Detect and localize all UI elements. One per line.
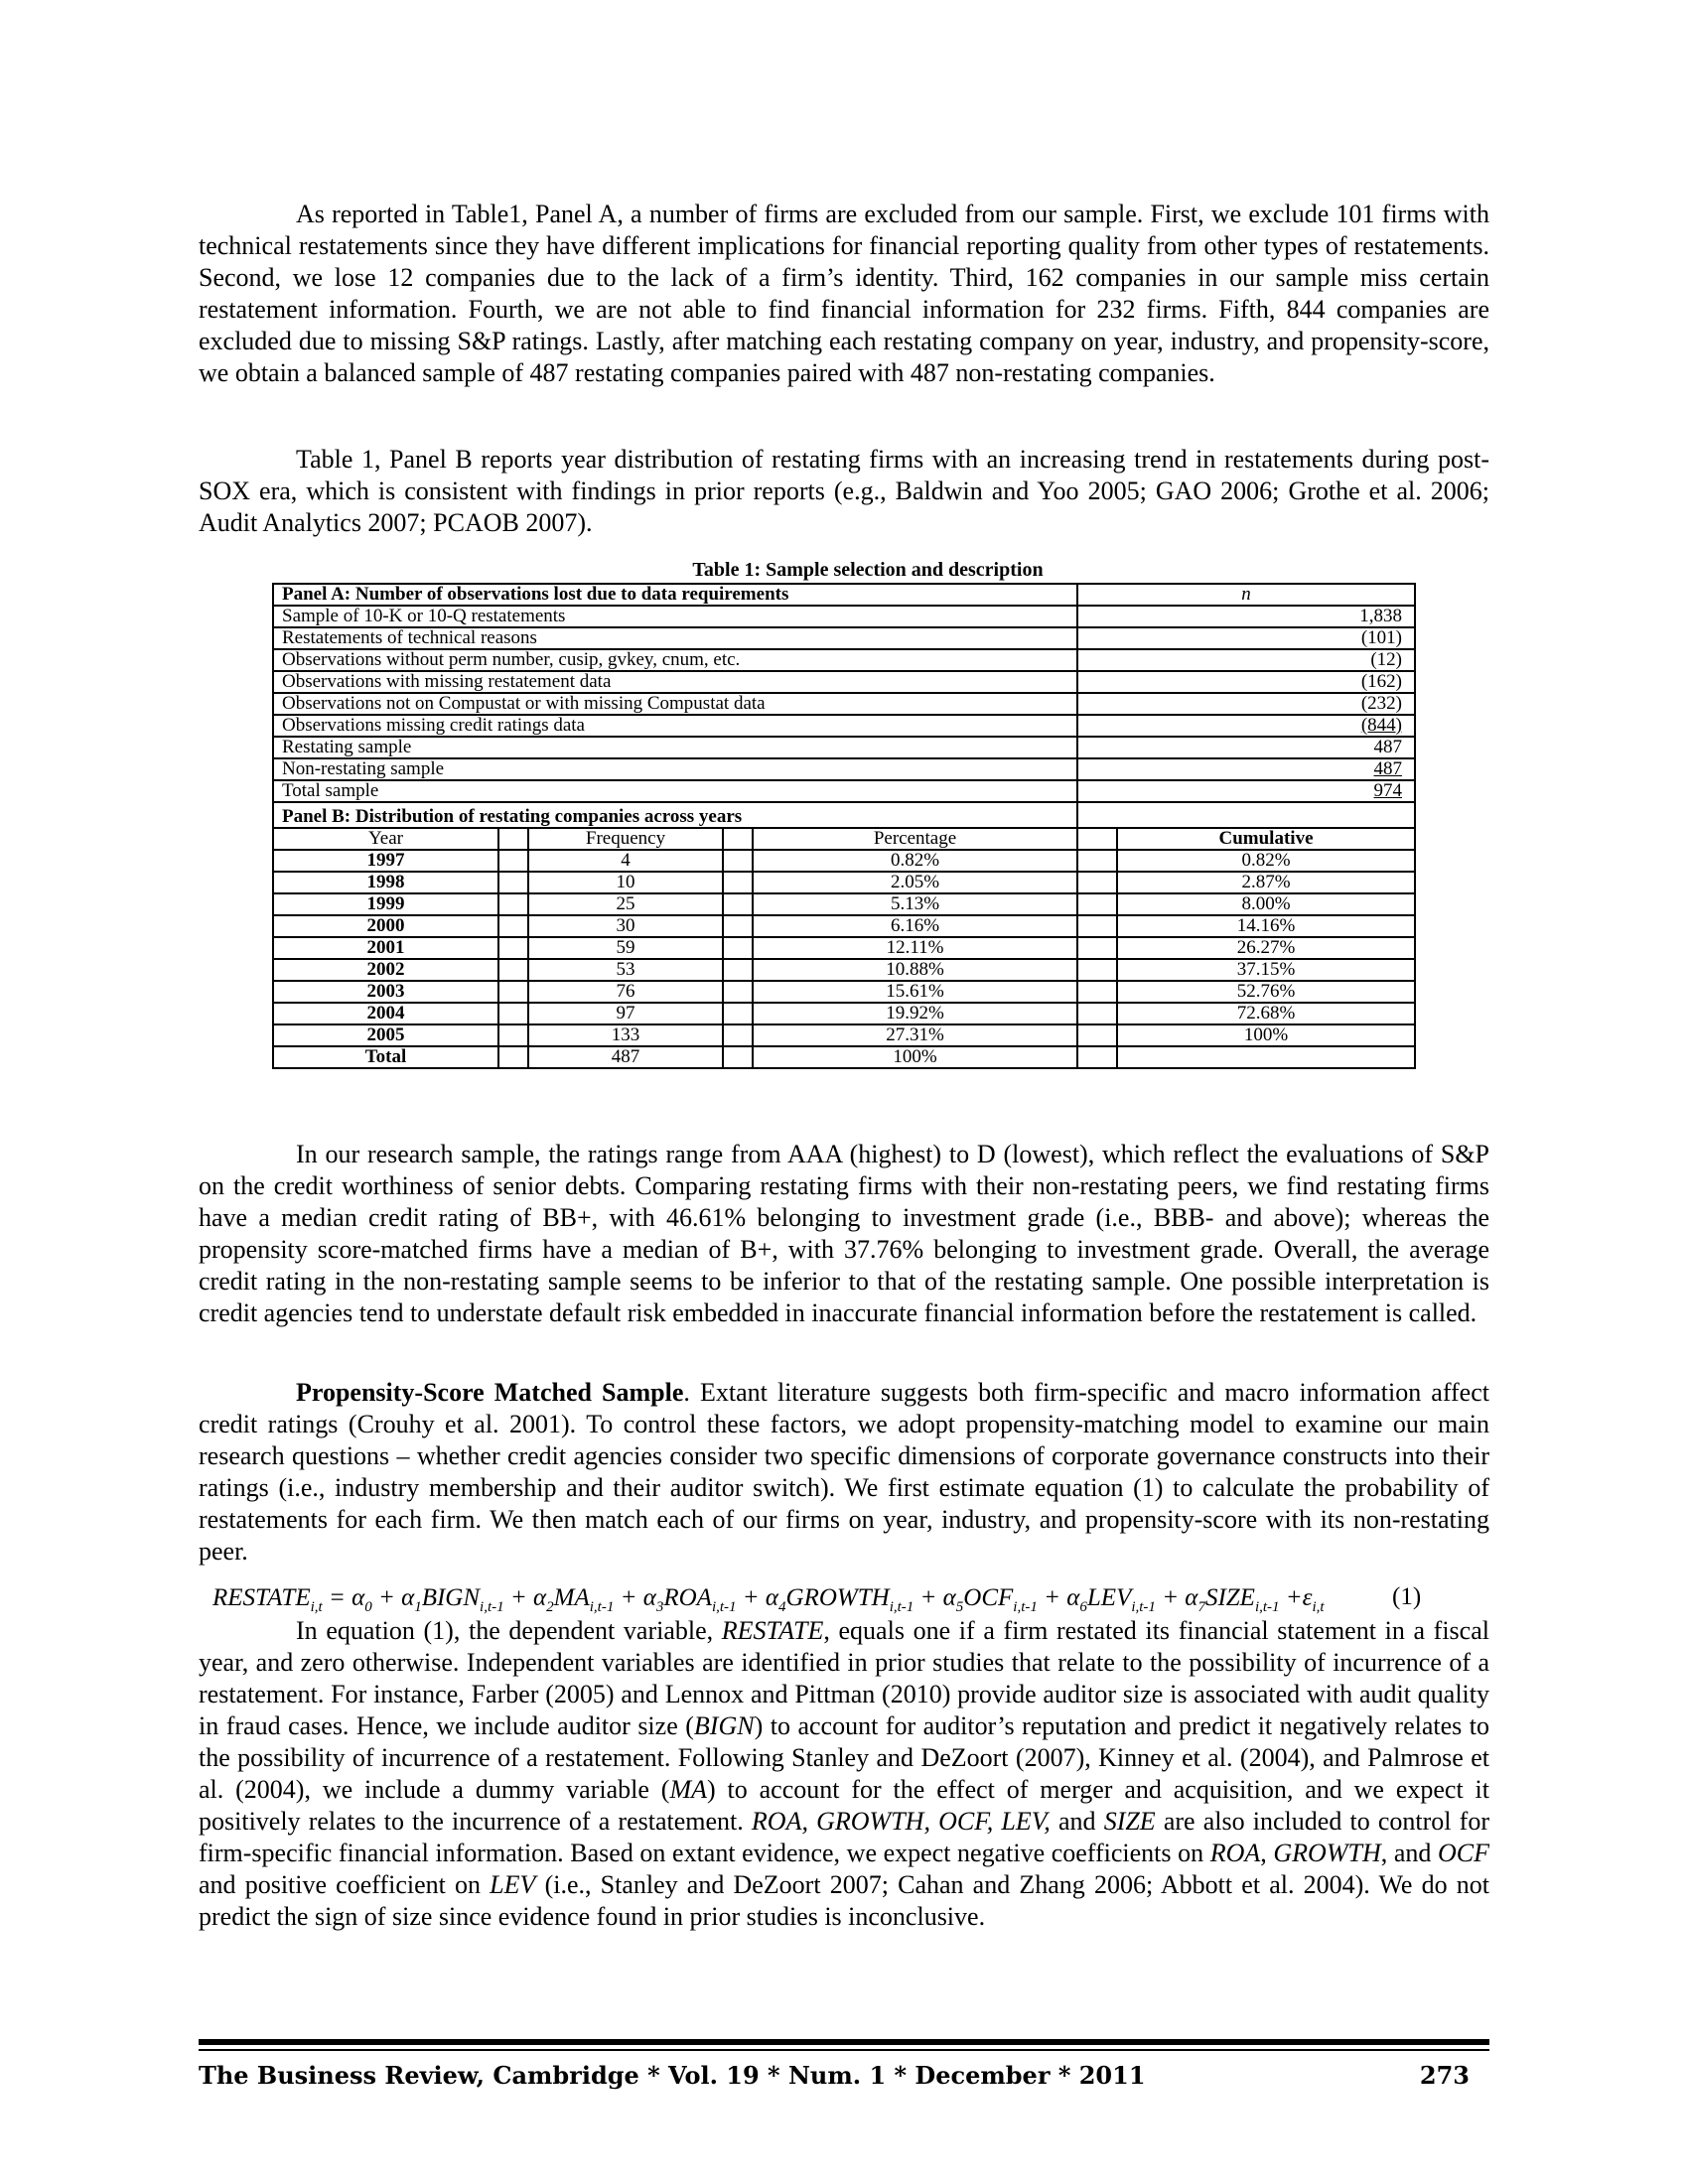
- text-run: are also included to control for firm-specific financial information. Based on extant evidence, we expect negative coefficients on: [199, 1807, 1489, 1867]
- variable-bign: BIGN: [693, 1711, 755, 1740]
- spacer-cell: [723, 828, 753, 850]
- cumulative-cell: 2.87%: [1117, 872, 1415, 893]
- panel-a-row-value: (12): [1077, 649, 1415, 671]
- spacer-cell: [723, 1046, 753, 1068]
- spacer-cell: [1077, 828, 1117, 850]
- panel-b-row: [273, 893, 1415, 915]
- panel-a-row-value: 1,838: [1077, 606, 1415, 627]
- spacer-cell: [1077, 1046, 1117, 1068]
- spacer-cell: [498, 1003, 528, 1024]
- variable-growth: GROWTH: [1273, 1839, 1381, 1867]
- spacer-cell: [498, 893, 528, 915]
- cumulative-cell: 8.00%: [1117, 893, 1415, 915]
- percentage-cell: 27.31%: [753, 1024, 1077, 1046]
- text-run: (i.e., Stanley and DeZoort 2007; Cahan and Zhang 2006; Abbott et al. 2004). We do not predict the sign of size since evidence found in prior studies is inconclusive.: [199, 1870, 1489, 1931]
- year-cell: 2002: [273, 959, 498, 981]
- year-cell: Total: [273, 1046, 498, 1068]
- col-header-year: Year: [273, 828, 498, 850]
- spacer-cell: [1077, 1003, 1117, 1024]
- percentage-cell: 15.61%: [753, 981, 1077, 1003]
- panel-b-title: Panel B: Distribution of restating companies across years: [273, 802, 1077, 828]
- panel-a-body: [273, 584, 1415, 802]
- spacer-cell: [723, 981, 753, 1003]
- panel-a-row: [273, 737, 1415, 758]
- percentage-cell: 6.16%: [753, 915, 1077, 937]
- paragraph-panel-b-summary: Table 1, Panel B reports year distribution of restating firms with an increasing trend in restatements during post-SOX era, which is consistent with findings in prior reports (e.g., Baldwin and Yoo 2005; GAO 2006; Grothe et al. 2006; Audit Analytics 2007; PCAOB 2007).: [199, 445, 1489, 537]
- frequency-cell: 133: [528, 1024, 723, 1046]
- variable-ocf: OCF: [1438, 1839, 1489, 1867]
- spacer-cell: [1077, 915, 1117, 937]
- cumulative-cell: 52.76%: [1117, 981, 1415, 1003]
- paragraph-credit-ratings: In our research sample, the ratings range from AAA (highest) to D (lowest), which reflect the evaluations of S&P on the credit worthiness of senior debts. Comparing restating firms with their non-restating peers, we find restating firms have a median credit rating of BB+, with 46.61% belonging to investment grade (i.e., BBB- and above); whereas the propensity score-matched firms have a median of B+, with 37.76% belonging to investment grade. Overall, the average credit rating in the non-restating sample seems to be inferior to that of the restating sample. One possible interpretation is credit agencies tend to understate default risk embedded in inaccurate financial information before the restatement is called.: [199, 1140, 1489, 1327]
- cumulative-cell: [1117, 1046, 1415, 1068]
- spacer-cell: [723, 937, 753, 959]
- sample-selection-table: [272, 583, 1416, 1069]
- percentage-cell: 100%: [753, 1046, 1077, 1068]
- spacer-cell: [498, 1046, 528, 1068]
- spacer-cell: [498, 828, 528, 850]
- variable-restate: RESTATE: [721, 1616, 824, 1645]
- panel-a-row-label: Observations without perm number, cusip, gvkey, cnum, etc.: [273, 649, 1077, 671]
- panel-a-row-label: Non-restating sample: [273, 758, 1077, 780]
- spacer-cell: [498, 850, 528, 872]
- year-cell: 1999: [273, 893, 498, 915]
- frequency-cell: 53: [528, 959, 723, 981]
- percentage-cell: 5.13%: [753, 893, 1077, 915]
- journal-citation: The Business Review, Cambridge * Vol. 19 * Num. 1 * December * 2011: [199, 2061, 1146, 2090]
- variable-ma: MA: [669, 1775, 707, 1804]
- paragraph-sample-exclusions: As reported in Table1, Panel A, a number of firms are excluded from our sample. First, we exclude 101 firms with technical restatements since they have different implications for financial reporting quality from other types of restatements. Second, we lose 12 companies due to the lack of a firm’s identity. Third, 162 companies in our sample miss certain restatement information. Fourth, we are not able to find financial information for 232 firms. Fifth, 844 companies are excluded due to missing S&P ratings. Lastly, after matching each restating company on year, industry, and propensity-score, we obtain a balanced sample of 487 restating companies paired with 487 non-restating companies.: [199, 200, 1489, 387]
- spacer-cell: [498, 959, 528, 981]
- percentage-cell: 19.92%: [753, 1003, 1077, 1024]
- page-footer: [199, 2061, 1489, 2090]
- spacer-cell: [498, 937, 528, 959]
- cumulative-cell: 0.82%: [1117, 850, 1415, 872]
- panel-a-row-value: 487: [1077, 758, 1415, 780]
- panel-a-row: [273, 649, 1415, 671]
- variable-lev: LEV: [490, 1870, 536, 1899]
- frequency-cell: 97: [528, 1003, 723, 1024]
- spacer-cell: [1077, 893, 1117, 915]
- year-cell: 1997: [273, 850, 498, 872]
- text-run: , and: [1380, 1839, 1438, 1867]
- col-header-percentage: Percentage: [753, 828, 1077, 850]
- frequency-cell: 4: [528, 850, 723, 872]
- spacer-cell: [1077, 872, 1117, 893]
- panel-a-row: [273, 780, 1415, 802]
- footer-rule-thin: [199, 2049, 1489, 2051]
- text-run: ) to account for the effect of merger and acquisition, and we expect it positively relates to the incurrence of a restatement.: [199, 1775, 1490, 1836]
- frequency-cell: 59: [528, 937, 723, 959]
- panel-a-row: [273, 606, 1415, 627]
- panel-a-row: [273, 671, 1415, 693]
- frequency-cell: 10: [528, 872, 723, 893]
- footer-rule-thick: [199, 2039, 1489, 2045]
- panel-b-row: [273, 1024, 1415, 1046]
- panel-a-row-label: Observations not on Compustat or with missing Compustat data: [273, 693, 1077, 715]
- variable-list: ROA, GROWTH, OCF, LEV,: [751, 1807, 1051, 1836]
- frequency-cell: 487: [528, 1046, 723, 1068]
- panel-b-body: [273, 802, 1415, 1068]
- text-run: and: [1050, 1807, 1104, 1836]
- frequency-cell: 76: [528, 981, 723, 1003]
- panel-b-title-blank: [1077, 802, 1415, 828]
- panel-b-row: [273, 959, 1415, 981]
- text-run: ) to account for auditor’s reputation and predict it negatively relates to the possibility of incurrence of a restatement. Following Stanley and DeZoort (2007), Kinney et al. (2004), and Palmrose et al. (2004), we include a dummy variable (: [199, 1711, 1490, 1804]
- paragraph-equation-explanation: [199, 1615, 1489, 1933]
- panel-a-row-label: Sample of 10-K or 10-Q restatements: [273, 606, 1077, 627]
- panel-a-row: [273, 715, 1415, 737]
- panel-b-row: [273, 850, 1415, 872]
- text-run: ,: [1260, 1839, 1274, 1867]
- panel-a-n-header: n: [1077, 584, 1415, 606]
- panel-a-row: [273, 627, 1415, 649]
- year-cell: 2004: [273, 1003, 498, 1024]
- col-header-cumulative: Cumulative: [1117, 828, 1415, 850]
- cumulative-cell: 72.68%: [1117, 1003, 1415, 1024]
- variable-roa: ROA: [1209, 1839, 1261, 1867]
- panel-a-row: [273, 693, 1415, 715]
- panel-a-row-label: Observations missing credit ratings data: [273, 715, 1077, 737]
- frequency-cell: 30: [528, 915, 723, 937]
- panel-b-row: [273, 937, 1415, 959]
- panel-a-row: [273, 758, 1415, 780]
- frequency-cell: 25: [528, 893, 723, 915]
- spacer-cell: [1077, 1024, 1117, 1046]
- text-run: and positive coefficient on: [199, 1870, 491, 1899]
- spacer-cell: [723, 1024, 753, 1046]
- panel-a-row-label: Restating sample: [273, 737, 1077, 758]
- panel-b-row: [273, 1003, 1415, 1024]
- year-cell: 1998: [273, 872, 498, 893]
- spacer-cell: [723, 872, 753, 893]
- year-cell: 2000: [273, 915, 498, 937]
- equation-number: (1): [1392, 1583, 1422, 1610]
- variable-size: SIZE: [1103, 1807, 1156, 1836]
- panel-b-row: [273, 981, 1415, 1003]
- spacer-cell: [723, 850, 753, 872]
- text-run: In equation (1), the dependent variable,: [296, 1616, 722, 1645]
- year-cell: 2001: [273, 937, 498, 959]
- percentage-cell: 10.88%: [753, 959, 1077, 981]
- panel-b-row: [273, 1046, 1415, 1068]
- year-cell: 2003: [273, 981, 498, 1003]
- table-caption: Table 1: Sample selection and description: [692, 559, 1044, 581]
- spacer-cell: [1077, 850, 1117, 872]
- spacer-cell: [723, 959, 753, 981]
- cumulative-cell: 37.15%: [1117, 959, 1415, 981]
- spacer-cell: [498, 872, 528, 893]
- spacer-cell: [498, 1024, 528, 1046]
- percentage-cell: 12.11%: [753, 937, 1077, 959]
- equation-text: $RESTATE_{i,t} = \alpha_0$ + $\alpha_1BIGN_{i,t-1} + \alpha_2MA_{i,t-1} + \alpha_3ROA_{i,t-1}$ + $\alpha_4GROWTH_{i,t-1} + \alpha_5OCF_{i,t-1} + \alpha_6LEV_{i,t-1}$ + $\alpha_7SIZE_{i,t-1} +\varepsilon_{i,t}$: [212, 1584, 1325, 1615]
- panel-a-row-value: (232): [1077, 693, 1415, 715]
- panel-a-title: Panel A: Number of observations lost due to data requirements: [273, 584, 1077, 606]
- panel-b-row: [273, 872, 1415, 893]
- panel-a-row-label: Restatements of technical reasons: [273, 627, 1077, 649]
- cumulative-cell: 14.16%: [1117, 915, 1415, 937]
- panel-a-row-value: (101): [1077, 627, 1415, 649]
- percentage-cell: 2.05%: [753, 872, 1077, 893]
- section-heading-propensity: Propensity-Score Matched Sample: [296, 1378, 684, 1407]
- panel-a-row-label: Observations with missing restatement data: [273, 671, 1077, 693]
- panel-b-row: [273, 915, 1415, 937]
- cumulative-cell: 26.27%: [1117, 937, 1415, 959]
- percentage-cell: 0.82%: [753, 850, 1077, 872]
- spacer-cell: [498, 981, 528, 1003]
- panel-a-row-value: 974: [1077, 780, 1415, 802]
- cumulative-cell: 100%: [1117, 1024, 1415, 1046]
- spacer-cell: [723, 915, 753, 937]
- year-cell: 2005: [273, 1024, 498, 1046]
- spacer-cell: [723, 893, 753, 915]
- panel-a-row-value: (162): [1077, 671, 1415, 693]
- spacer-cell: [1077, 959, 1117, 981]
- panel-a-row-value: 487: [1077, 737, 1415, 758]
- paragraph-propensity-body: . Extant literature suggests both firm-specific and macro information affect credit ratings (Crouhy et al. 2001). To control these factors, we adopt propensity-matching model to examine our main research questions – whether credit agencies consider two specific dimensions of corporate governance constructs into their ratings (i.e., industry membership and their auditor switch). We first estimate equation (1) to calculate the probability of restatements for each firm. We then match each of our firms on year, industry, and propensity-score with its non-restating peer.: [199, 1378, 1489, 1566]
- spacer-cell: [723, 1003, 753, 1024]
- panel-a-row-label: Total sample: [273, 780, 1077, 802]
- col-header-frequency: Frequency: [528, 828, 723, 850]
- page-number: 273: [1419, 2061, 1470, 2090]
- panel-a-row-value: (844): [1077, 715, 1415, 737]
- paragraph-propensity-score: [199, 1377, 1489, 1568]
- spacer-cell: [1077, 937, 1117, 959]
- spacer-cell: [1077, 981, 1117, 1003]
- text-run: , equals one if a firm restated its financial statement in a fiscal year, and zero otherwise. Independent variables are identified in prior studies that relate to the possibility of incurrence of a restatement. For instance, Farber (2005) and Lennox and Pittman (2010) provide auditor size is associated with audit quality in fraud cases. Hence, we include auditor size (: [199, 1616, 1489, 1740]
- spacer-cell: [498, 915, 528, 937]
